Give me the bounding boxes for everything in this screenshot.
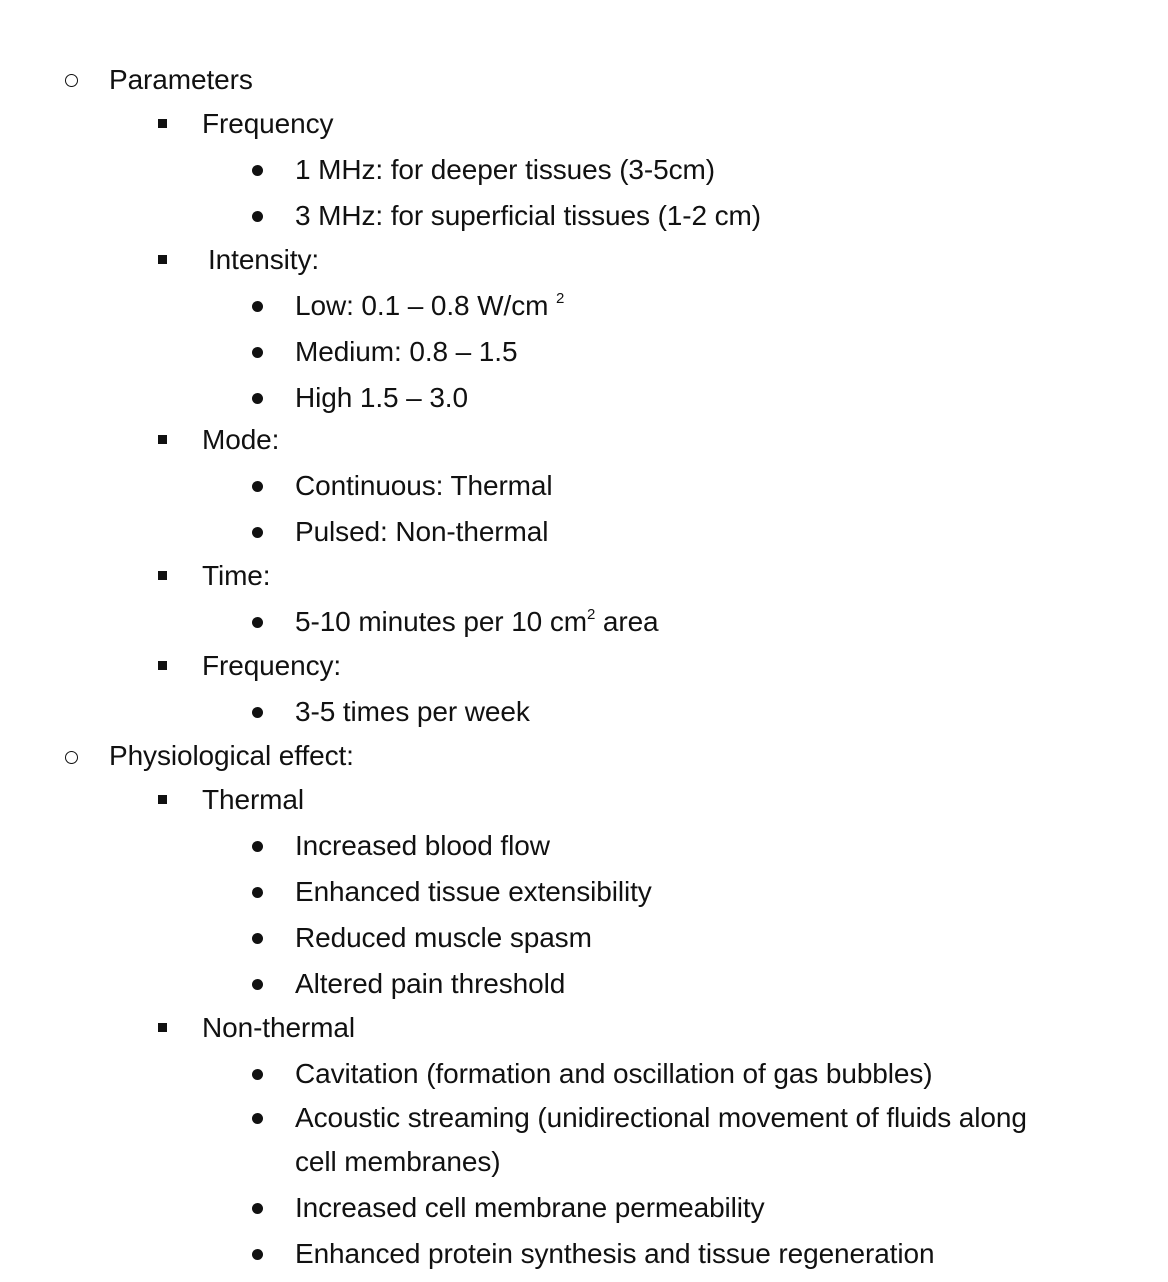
list-item: Increased blood flow <box>295 830 550 861</box>
section-heading-parameters: Parameters <box>109 64 253 95</box>
list-item: 1 MHz: for deeper tissues (3-5cm) <box>295 154 715 185</box>
list-item: Medium: 0.8 – 1.5 <box>295 336 518 367</box>
circle-bullet-icon <box>65 74 78 87</box>
disc-bullet-icon <box>252 301 263 312</box>
square-bullet-icon <box>158 571 167 580</box>
disc-bullet-icon <box>252 165 263 176</box>
item-heading-frequency: Frequency <box>202 108 334 139</box>
disc-bullet-icon <box>252 841 263 852</box>
item-heading-thermal: Thermal <box>202 784 304 815</box>
list-item: Reduced muscle spasm <box>295 922 592 953</box>
superscript: 2 <box>556 290 565 307</box>
list-item: Enhanced protein synthesis and tissue regeneration <box>295 1238 935 1269</box>
section-heading-physiological-effect: Physiological effect: <box>109 740 354 771</box>
square-bullet-icon <box>158 1023 167 1032</box>
list-item: Altered pain threshold <box>295 968 566 999</box>
disc-bullet-icon <box>252 617 263 628</box>
square-bullet-icon <box>158 661 167 670</box>
square-bullet-icon <box>158 119 167 128</box>
list-item-text-after: area <box>595 606 659 637</box>
list-item: Enhanced tissue extensibility <box>295 876 652 907</box>
disc-bullet-icon <box>252 1203 263 1214</box>
disc-bullet-icon <box>252 887 263 898</box>
list-item: 3-5 times per week <box>295 696 530 727</box>
disc-bullet-icon <box>252 1113 263 1124</box>
list-item: High 1.5 – 3.0 <box>295 382 468 413</box>
item-heading-mode: Mode: <box>202 424 280 455</box>
list-item: Continuous: Thermal <box>295 470 553 501</box>
list-item-text: 5-10 minutes per 10 cm <box>295 606 587 637</box>
list-item: 3 MHz: for superficial tissues (1-2 cm) <box>295 200 761 231</box>
item-heading-frequency-per-week: Frequency: <box>202 650 342 681</box>
disc-bullet-icon <box>252 527 263 538</box>
disc-bullet-icon <box>252 347 263 358</box>
item-heading-time: Time: <box>202 560 271 591</box>
disc-bullet-icon <box>252 933 263 944</box>
square-bullet-icon <box>158 255 167 264</box>
disc-bullet-icon <box>252 1069 263 1080</box>
list-item-continuation: cell membranes) <box>295 1146 501 1177</box>
list-item <box>295 284 564 328</box>
superscript: 2 <box>586 606 596 623</box>
disc-bullet-icon <box>252 211 263 222</box>
disc-bullet-icon <box>252 979 263 990</box>
list-item: Acoustic streaming (unidirectional movement of fluids along <box>295 1102 1027 1133</box>
item-heading-intensity: Intensity: <box>208 244 320 275</box>
list-item-text: Low: 0.1 – 0.8 W/cm <box>295 290 556 321</box>
disc-bullet-icon <box>252 481 263 492</box>
circle-bullet-icon <box>65 751 78 764</box>
item-heading-non-thermal: Non-thermal <box>202 1012 355 1043</box>
disc-bullet-icon <box>252 393 263 404</box>
square-bullet-icon <box>158 435 167 444</box>
list-item: Increased cell membrane permeability <box>295 1192 765 1223</box>
list-item: Pulsed: Non-thermal <box>295 516 549 547</box>
disc-bullet-icon <box>252 707 263 718</box>
disc-bullet-icon <box>252 1249 263 1260</box>
list-item <box>295 600 659 644</box>
square-bullet-icon <box>158 795 167 804</box>
list-item: Cavitation (formation and oscillation of gas bubbles) <box>295 1058 933 1089</box>
